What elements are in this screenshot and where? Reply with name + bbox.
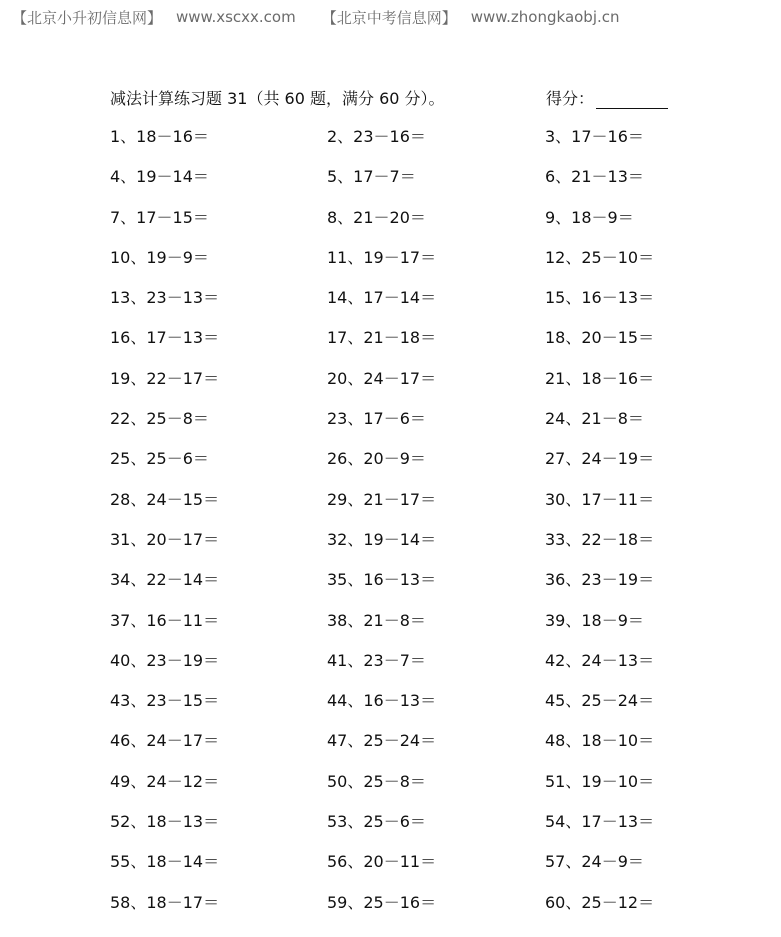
problem-item: 42、24－13＝ [545,650,655,670]
problem-row [110,892,670,932]
header-site-1: 【北京小升初信息网】 [12,8,163,27]
problem-item: 36、23－19＝ [545,570,655,590]
problem-row [110,610,670,650]
problem-item: 58、18－17＝ [110,892,220,912]
problem-item: 19、22－17＝ [110,368,220,388]
problem-item: 5、17－7＝ [327,167,416,187]
problem-item: 18、20－15＝ [545,328,655,348]
problem-item: 55、18－14＝ [110,852,220,872]
problem-item: 51、19－10＝ [545,771,655,791]
problem-item: 48、18－10＝ [545,731,655,751]
problem-item: 43、23－15＝ [110,691,220,711]
problem-item: 54、17－13＝ [545,812,655,832]
problem-row [110,166,670,206]
problem-row [110,851,670,891]
problem-row [110,408,670,448]
problem-item: 49、24－12＝ [110,771,220,791]
problem-row [110,207,670,247]
problem-item: 20、24－17＝ [327,368,437,388]
problem-item: 6、21－13＝ [545,167,644,187]
problem-item: 25、25－6＝ [110,449,209,469]
worksheet-title: 减法计算练习题 31（共 60 题，满分 60 分）。 [110,89,445,108]
problem-item: 16、17－13＝ [110,328,220,348]
problem-item: 17、21－18＝ [327,328,437,348]
problem-item: 12、25－10＝ [545,247,655,267]
header-url-1[interactable]: www.xscxx.com [176,8,296,26]
problem-item: 50、25－8＝ [327,771,426,791]
problem-row [110,690,670,730]
problem-item: 14、17－14＝ [327,288,437,308]
problem-item: 4、19－14＝ [110,167,209,187]
problem-row [110,529,670,569]
problem-item: 46、24－17＝ [110,731,220,751]
problem-item: 1、18－16＝ [110,127,209,146]
problem-row [110,368,670,408]
problem-item: 56、20－11＝ [327,852,437,872]
problem-item: 60、25－12＝ [545,892,655,912]
problem-item: 45、25－24＝ [545,691,655,711]
problem-item: 21、18－16＝ [545,368,655,388]
problem-item: 13、23－13＝ [110,288,220,308]
problem-item: 15、16－13＝ [545,288,655,308]
score-blank[interactable] [596,90,668,109]
problem-item: 26、20－9＝ [327,449,426,469]
problem-row [110,811,670,851]
problem-item: 32、19－14＝ [327,529,437,549]
problem-row [110,247,670,287]
problem-item: 30、17－11＝ [545,489,655,509]
problem-row [110,489,670,529]
problem-item: 31、20－17＝ [110,529,220,549]
page-header [12,6,620,28]
title-row [110,86,670,110]
header-site-2: 【北京中考信息网】 [321,8,457,27]
problem-item: 23、17－6＝ [327,409,426,429]
problem-item: 38、21－8＝ [327,610,426,630]
problem-item: 2、23－16＝ [327,127,426,146]
problem-item: 41、23－7＝ [327,650,426,670]
problem-grid [110,126,670,932]
problem-item: 7、17－15＝ [110,207,209,227]
problem-item: 8、21－20＝ [327,207,426,227]
problem-row [110,650,670,690]
problem-item: 44、16－13＝ [327,691,437,711]
score-field [546,86,668,109]
problem-item: 11、19－17＝ [327,247,437,267]
problem-item: 39、18－9＝ [545,610,644,630]
problem-row [110,771,670,811]
problem-item: 9、18－9＝ [545,207,634,227]
problem-item: 29、21－17＝ [327,489,437,509]
problem-row [110,730,670,770]
problem-item: 28、24－15＝ [110,489,220,509]
problem-item: 3、17－16＝ [545,127,644,146]
header-url-2[interactable]: www.zhongkaobj.cn [470,8,620,26]
problem-item: 33、22－18＝ [545,529,655,549]
problem-row [110,448,670,488]
problem-row [110,126,670,166]
problem-item: 40、23－19＝ [110,650,220,670]
problem-item: 52、18－13＝ [110,812,220,832]
problem-item: 53、25－6＝ [327,812,426,832]
problem-item: 47、25－24＝ [327,731,437,751]
problem-row [110,327,670,367]
problem-item: 57、24－9＝ [545,852,644,872]
problem-row [110,287,670,327]
problem-item: 35、16－13＝ [327,570,437,590]
problem-item: 27、24－19＝ [545,449,655,469]
score-label: 得分： [546,89,595,108]
problem-item: 59、25－16＝ [327,892,437,912]
problem-item: 22、25－8＝ [110,409,209,429]
problem-item: 37、16－11＝ [110,610,220,630]
problem-item: 10、19－9＝ [110,247,209,267]
problem-item: 24、21－8＝ [545,409,644,429]
problem-row [110,569,670,609]
problem-item: 34、22－14＝ [110,570,220,590]
